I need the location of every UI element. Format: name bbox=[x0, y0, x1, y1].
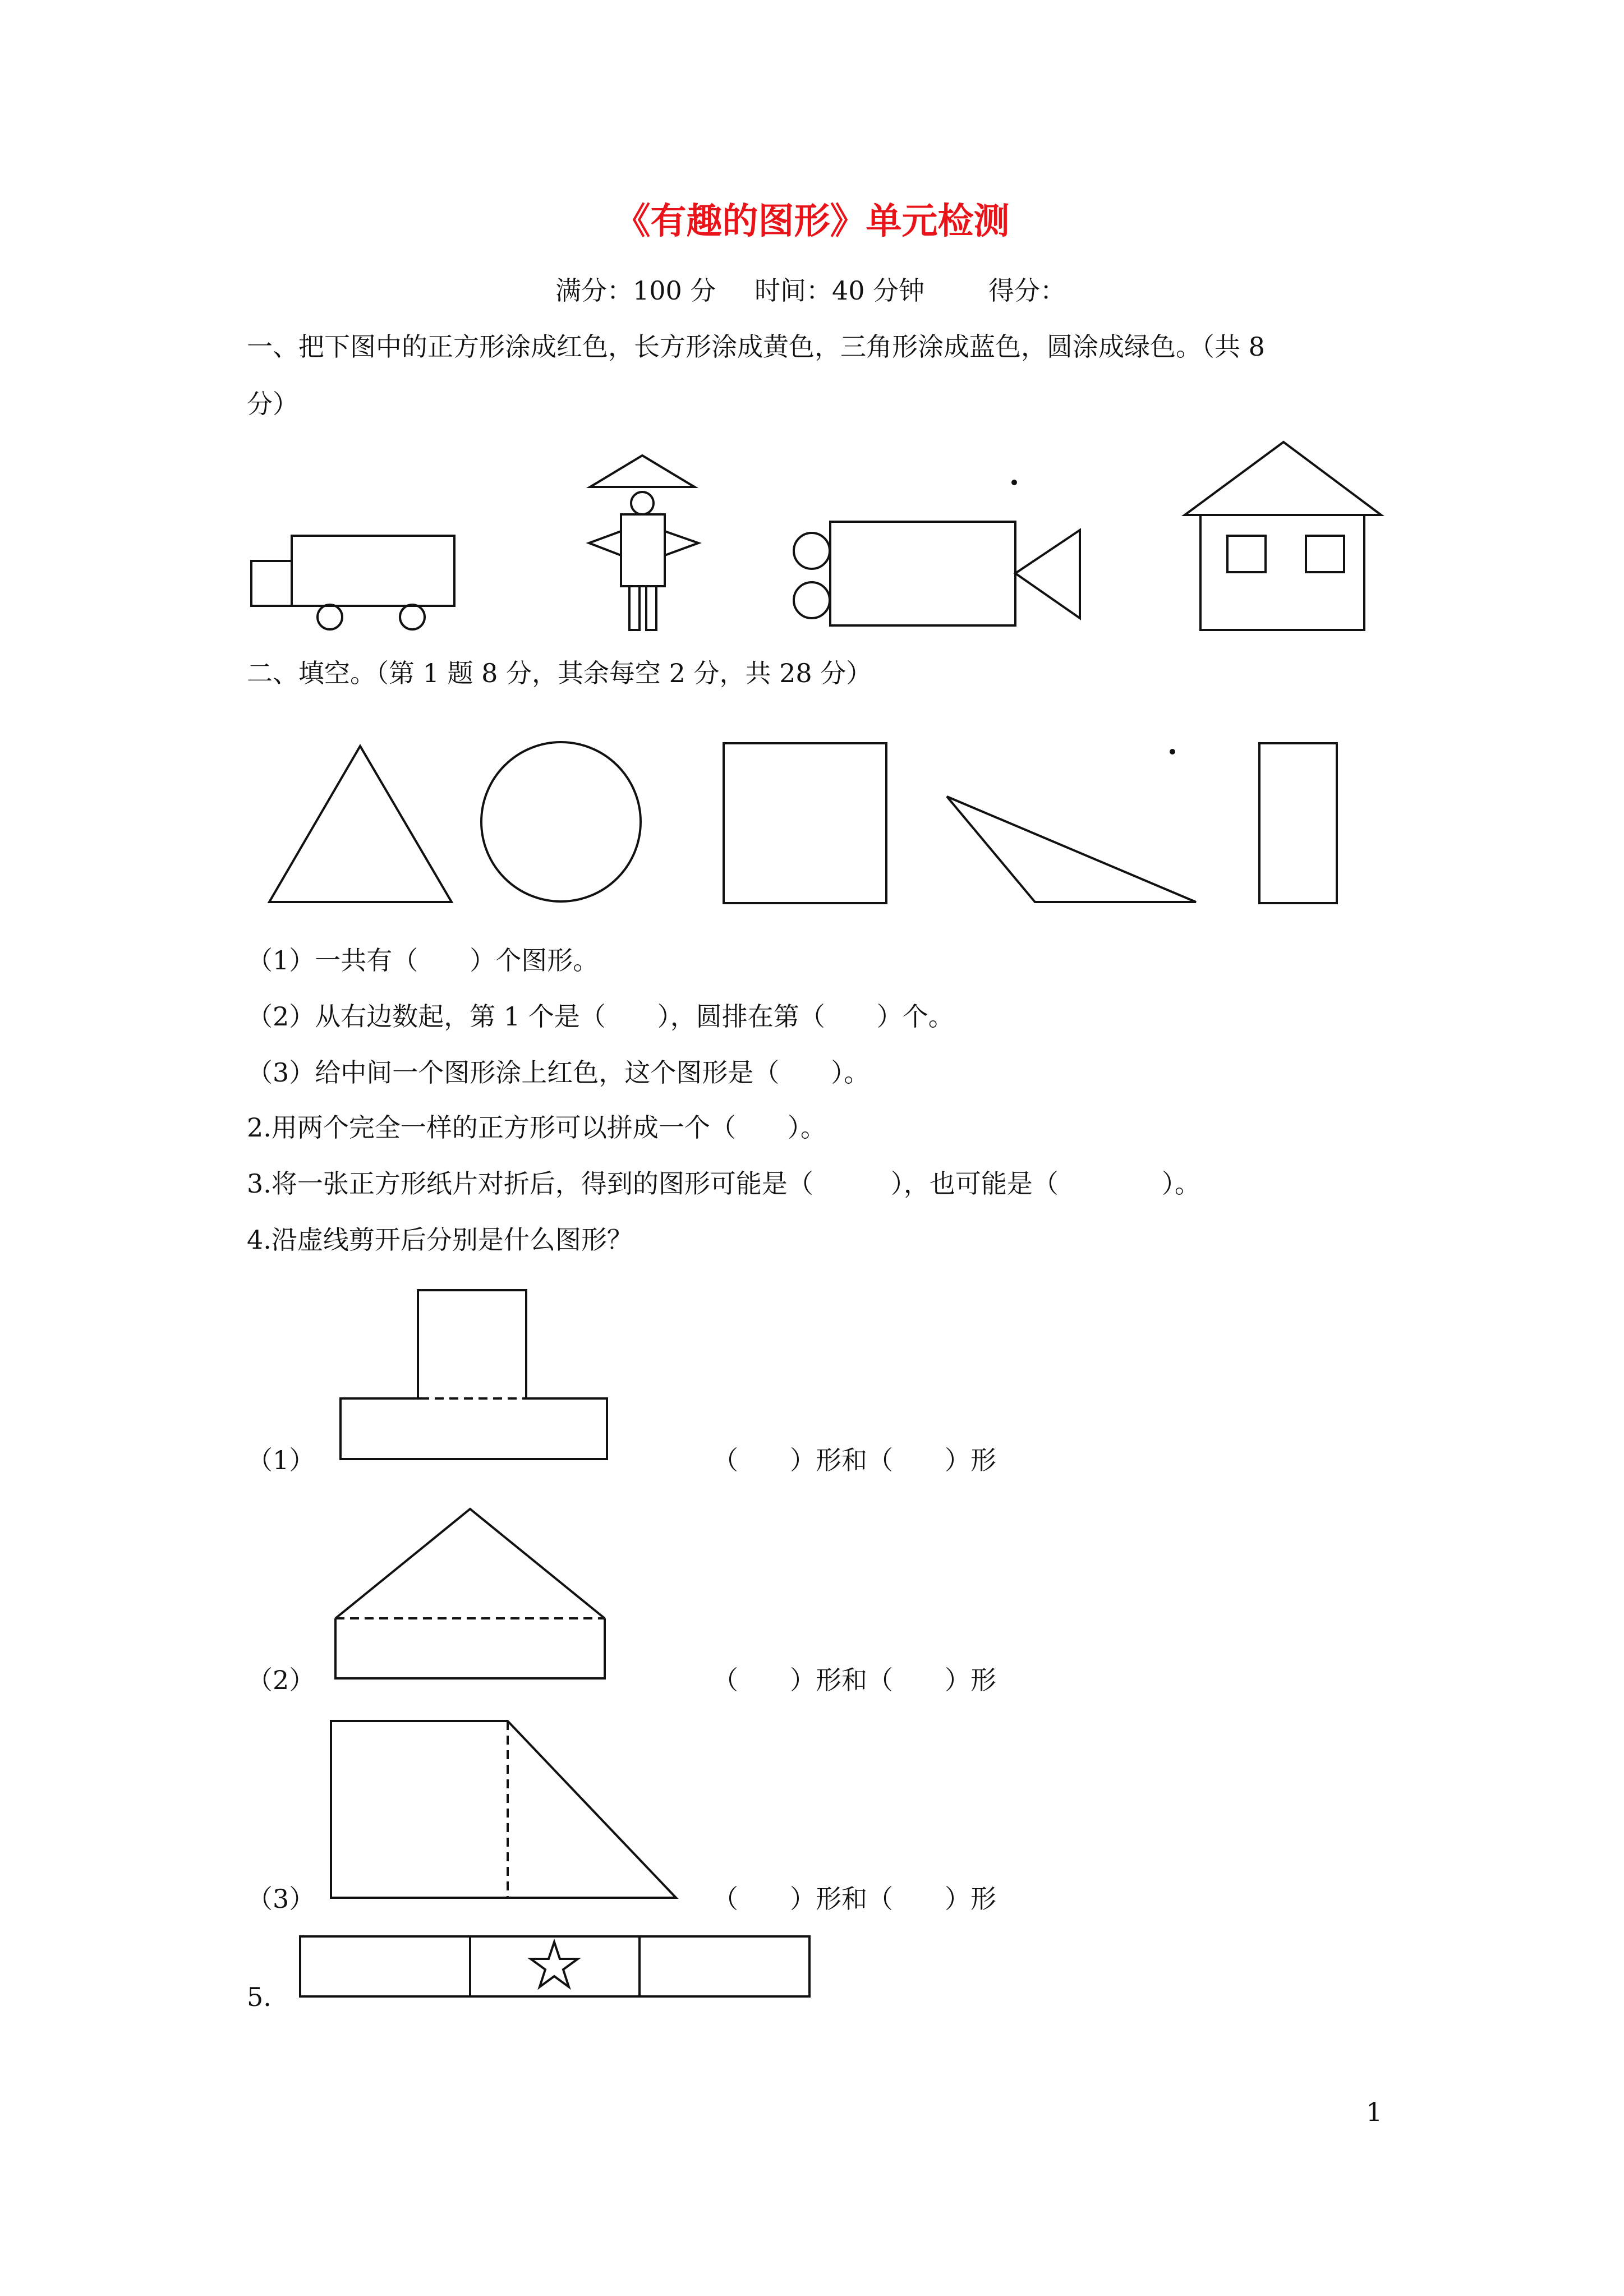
cut-label-1: （1） bbox=[247, 1445, 315, 1475]
exam-time: 时间：40 分钟 bbox=[755, 275, 925, 306]
q2-item3: 3.将一张正方形纸片对折后，得到的图形可能是（ ），也可能是（ ）。 bbox=[247, 1168, 1200, 1199]
q2-sub3: （3）给中间一个图形涂上红色，这个图形是（ ）。 bbox=[247, 1057, 870, 1088]
cut-answer-3: （ ）形和（ ）形 bbox=[712, 1884, 996, 1914]
q2-sub2: （2）从右边数起，第 1 个是（ ），圆排在第（ ）个。 bbox=[247, 1001, 954, 1032]
q2-item4: 4.沿虚线剪开后分别是什么图形？ bbox=[247, 1225, 633, 1255]
q2-heading: 二、填空。（第 1 题 8 分，其余每空 2 分，共 28 分） bbox=[247, 658, 872, 688]
score-field: 得分： bbox=[988, 275, 1066, 306]
q2-item5: 5. bbox=[247, 1982, 272, 2012]
cut-answer-1: （ ）形和（ ）形 bbox=[712, 1445, 996, 1475]
page-number: 1 bbox=[1366, 2097, 1383, 2127]
full-score: 满分：100 分 bbox=[555, 275, 716, 306]
q2-item2: 2.用两个完全一样的正方形可以拼成一个（ ）。 bbox=[247, 1112, 826, 1143]
q1-instructions-line2: 分） bbox=[247, 389, 298, 419]
q2-sub1: （1）一共有（ ）个图形。 bbox=[247, 945, 599, 976]
page-title: 《有趣的图形》单元检测 bbox=[614, 201, 1010, 242]
cut-label-2: （2） bbox=[247, 1665, 315, 1695]
q1-instructions-line1: 一、把下图中的正方形涂成红色，长方形涂成黄色，三角形涂成蓝色，圆涂成绿色。（共 8 bbox=[247, 332, 1265, 362]
cut-label-3: （3） bbox=[247, 1884, 315, 1914]
star-icon bbox=[531, 1942, 578, 1987]
cut-answer-2: （ ）形和（ ）形 bbox=[712, 1665, 996, 1695]
